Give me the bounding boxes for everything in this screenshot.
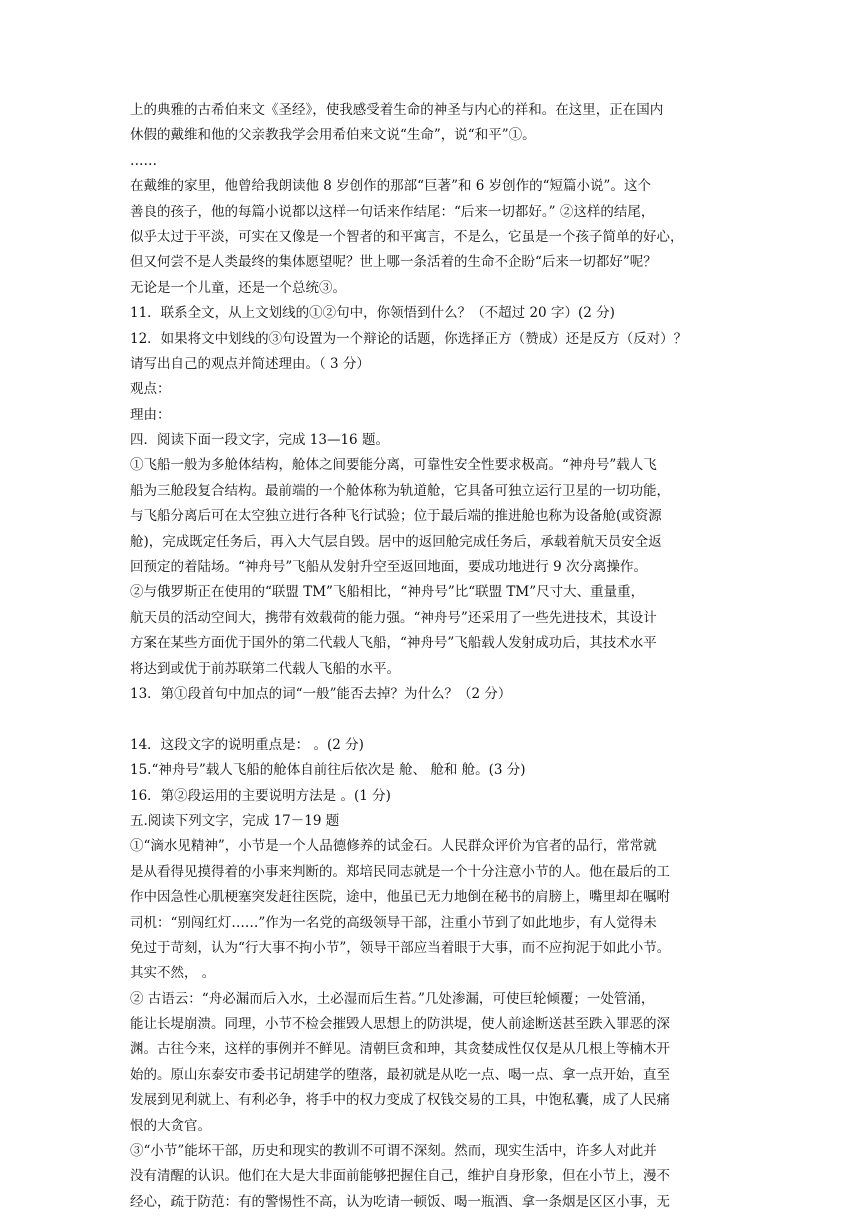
text-line: 五.阅读下列文字，完成 17－19 题 (130, 812, 340, 829)
text-line: 舱)，完成既定任务后，再入大气层自毁。居中的返回舱完成任务后，承载着航天员安全返 (130, 533, 662, 550)
text-line: 发展到见利就上、有利必争，将手中的权力变成了权钱交易的工具，中饱私囊，成了人民痛 (130, 1092, 670, 1109)
text-line: ③“小节”能坏干部，历史和现实的教训不可谓不深刻。然而，现实生活中，许多人对此并 (130, 1143, 657, 1160)
text-line: 没有清醒的认识。他们在大是大非面前能够把握住自己，维护自身形象，但在小节上，漫不 (130, 1168, 670, 1185)
text-line: 与飞船分离后可在太空独立进行各种飞行试验；位于最后端的推进舱也称为设备舱(或资源 (130, 508, 662, 525)
text-line: 免过于苛刻，认为“行大事不拘小节”，领导干部应当着眼于大事，而不应拘泥于如此小节。 (130, 939, 671, 956)
text-line: 其实不然， 。 (130, 965, 216, 982)
text-line: 理由： (130, 406, 171, 423)
text-line: 始的。原山东泰安市委书记胡建学的堕落，最初就是从吃一点、喝一点、拿一点开始，直至 (130, 1066, 670, 1083)
text-line: 15.“神舟号”载人飞船的舱体自前往后依次是 舱、 舱和 舱。(3 分) (130, 762, 526, 779)
text-line: 善良的孩子，他的每篇小说都以这样一句话来作结尾：“后来一切都好。” ②这样的结尾， (130, 203, 655, 220)
text-line: 渊。古往今来，这样的事例并不鲜见。清朝巨贪和珅，其贪婪成性仅仅是从几根上等楠木开 (130, 1041, 670, 1058)
text-line: 方案在某些方面优于国外的第二代载人飞船，“神舟号”飞船载人发射成功后，其技术水平 (130, 635, 657, 652)
text-line: 将达到或优于前苏联第二代载人飞船的水平。 (130, 660, 400, 677)
text-line: 请写出自己的观点并简述理由。（ 3 分） (130, 355, 370, 372)
text-line: 休假的戴维和他的父亲教我学会用希伯来文说“生命”，说“和平”①。 (130, 127, 536, 144)
text-line: 航天员的活动空间大，携带有效载荷的能力强。“神舟号”还采用了一些先进技术，其设计 (130, 609, 657, 626)
text-line: ①“滴水见精神”，小节是一个人品德修养的试金石。人民群众评价为官者的品行，常常就 (130, 838, 657, 855)
text-line: 观点： (130, 381, 171, 398)
text-line: 回预定的着陆场。“神舟号”飞船从发射升空至返回地面，要成功地进行 9 次分离操作。 (130, 559, 647, 576)
text-line: 上的典雅的古希伯来文《圣经》，使我感受着生命的神圣与内心的祥和。在这里，正在国内 (130, 102, 664, 118)
text-line (130, 707, 740, 732)
text-line: 能让长堤崩溃。同理，小节不检会摧毁人思想上的防洪堤，使人前途断送甚至跌入罪恶的深 (130, 1016, 670, 1033)
text-line: …… (130, 152, 157, 169)
text-line: 是从看得见摸得着的小事来判断的。郑培民同志就是一个十分注意小节的人。他在最后的工 (130, 863, 670, 880)
text-line: 11．联系全文，从上文划线的①②句中，你领悟到什么？（不超过 20 字）(2 分) (130, 305, 615, 322)
text-line: ② 古语云：“舟必漏而后入水，土必湿而后生苔。”几处渗漏，可使巨轮倾覆；一处管涌， (130, 990, 655, 1007)
text-line: 四．阅读下面一段文字，完成 13—16 题。 (130, 432, 389, 449)
document-body (130, 98, 740, 1215)
text-line: ②与俄罗斯正在使用的“联盟 TM”飞船相比，“神舟号”比“联盟 TM”尺寸大、重量重， (130, 584, 645, 601)
text-line: ①飞船一般为多舱体结构，舱体之间要能分离，可靠性安全性要求极高。“神舟号”载人飞 (130, 457, 657, 474)
text-line: 恨的大贪官。 (130, 1117, 211, 1134)
text-line: 船为三舱段复合结构。最前端的一个舱体称为轨道舱，它具备可独立运行卫星的一切功能， (130, 482, 670, 499)
text-line: 12．如果将文中划线的③句设置为一个辩论的话题，你选择正方（赞成）还是反方（反对）？ (130, 330, 688, 347)
text-line: 经心，疏于防范：有的警惕性不高，认为吃请一顿饭、喝一瓶酒、拿一条烟是区区小事，无 (130, 1193, 670, 1210)
text-line: 作中因急性心肌梗塞突发赶往医院，途中，他虽已无力地倒在秘书的肩膀上，嘴里却在嘱咐 (130, 889, 670, 906)
text-line: 13．第①段首句中加点的词“一般”能否去掉？为什么？（2 分） (130, 685, 512, 702)
text-line: 司机：“别闯红灯……”作为一名党的高级领导干部，注重小节到了如此地步，有人觉得未 (130, 914, 657, 931)
text-line: 似乎太过于平淡，可实在又像是一个智者的和平寓言，不是么，它虽是一个孩子简单的好心， (130, 228, 684, 245)
text-line: 14．这段文字的说明重点是： 。(2 分) (130, 736, 364, 753)
text-line: 但又何尝不是人类最终的集体愿望呢？世上哪一条活着的生命不企盼“后来一切都好”呢？ (130, 254, 657, 271)
text-line: 无论是一个儿童，还是一个总统③。 (130, 279, 346, 296)
text-line: 16．第②段运用的主要说明方法是 。(1 分) (130, 787, 391, 804)
text-line: 在戴维的家里，他曾给我朗读他 8 岁创作的那部“巨著”和 6 岁创作的“短篇小说”。这个 (130, 178, 651, 195)
